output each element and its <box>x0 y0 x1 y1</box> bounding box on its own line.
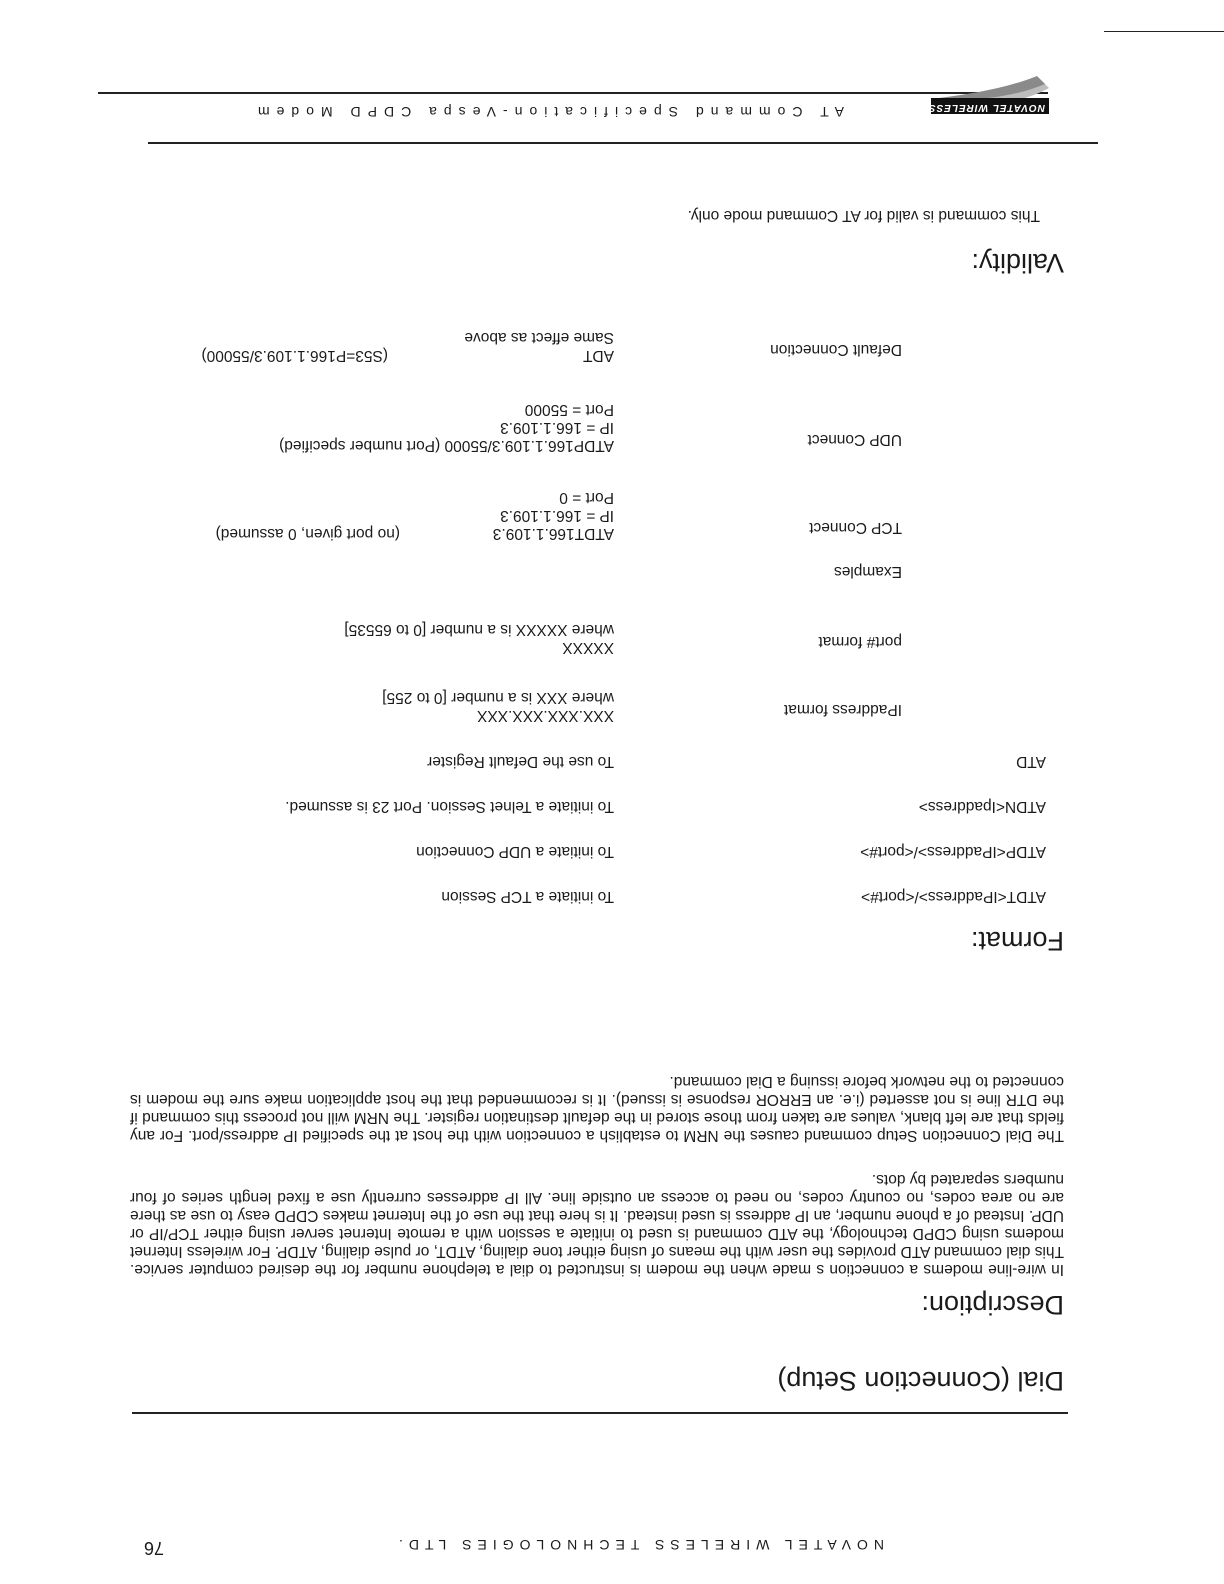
ipaddress-format-range: where XXX is a number [0 to 255] <box>382 689 614 706</box>
scan-edge-mark <box>1104 31 1224 32</box>
tcp-connect-port: Port = 0 <box>559 489 614 506</box>
command-atdt-desc: To initiate a TCP Session <box>441 888 614 905</box>
default-connection-label: Default Connection <box>770 341 902 358</box>
tcp-connect-ip: IP = 166.1.109.3 <box>500 507 614 524</box>
command-atd: ATD <box>1016 753 1046 770</box>
default-connection-effect: Same effect as above <box>464 329 614 346</box>
company-name: NOVATEL WIRELESS TECHNOLOGIES LTD. <box>392 1537 884 1553</box>
udp-connect-label: UDP Connect <box>807 431 902 448</box>
novatel-logo <box>929 60 1051 118</box>
header-rule <box>132 1412 1068 1414</box>
footer-document-title: AT Command Specification-Vespa CDPD Modem <box>250 104 844 120</box>
tcp-connect-note: (no port given, 0 assumed) <box>215 525 400 542</box>
description-heading: Description: <box>921 1290 1064 1320</box>
examples-label: Examples <box>833 563 902 580</box>
default-connection-register: (S53=P166.1.109.3/55000) <box>201 347 388 364</box>
command-atdn: ATDN<Ipaddress> <box>918 798 1046 815</box>
command-atdp: ATDP<IPaddress>/<port#> <box>860 843 1046 860</box>
tcp-connect-command: ATDT166.1.109.3 <box>492 525 614 542</box>
logo-text: NOVATEL WIRELESS <box>927 102 1045 113</box>
port-format-pattern: XXXXX <box>562 639 614 656</box>
validity-heading: Validity: <box>971 248 1064 278</box>
command-atd-desc: To use the Default Register <box>427 753 614 770</box>
footer-rule-lower <box>148 142 1098 144</box>
command-atdp-desc: To initiate a UDP Connection <box>416 843 614 860</box>
format-heading: Format: <box>970 926 1064 956</box>
udp-connect-command: ATDP166.1.109.3/55000 (Port number specified) <box>279 437 614 454</box>
udp-connect-ip: IP = 166.1.109.3 <box>500 419 614 436</box>
tcp-connect-label: TCP Connect <box>809 519 902 536</box>
command-atdt: ATDT<IPaddress>/<port#> <box>861 888 1046 905</box>
validity-text: This command is valid for AT Command mode only. <box>687 207 1040 224</box>
description-paragraph-1: In wire-line modems a connection s made when the modem is instructed to dial a telephone number for the desired computer service. This dial command ATD provides the user with the means of using either tone dialing, ATDT, or pulse dialing, ATDP. For wireless Internet modems using CDPD technology, the ATD command is used to initiate a session with a remote Internet server using either TCP/IP or UDP. Instead of a phone number, an IP address is used instead. It is here that the use of the Internet makes CDPD easy to use as there are no area codes, no country codes, no need to access an outside line. All IP addresses currently use a fixed length series of four numbers separated by dots. <box>130 1171 1064 1278</box>
ipaddress-format-pattern: XXX.XXX.XXX.XXX <box>477 707 614 724</box>
ipaddress-format-label: IPaddress format <box>783 701 902 718</box>
page-number: 76 <box>143 1538 164 1558</box>
description-paragraph-2: The Dial Connection Setup command causes the NRM to establish a connection with the host at the specified IP address/port. For any fields that are left blank, values are taken from those stored in the default destination register. The NRM will not process this command if the DTR line is not asserted (i.e. an ERROR response is issued). It is recommended that the host application make sure the modem is connected to the network before issuing a Dial command. <box>130 1073 1064 1144</box>
udp-connect-port: Port = 55000 <box>524 401 614 418</box>
page-title: Dial (Connection Setup) <box>777 1366 1064 1396</box>
port-format-label: port# format <box>818 633 902 650</box>
port-format-range: where XXXXX is a number [0 to 65535] <box>344 621 614 638</box>
footer-rule-upper <box>98 92 1048 94</box>
default-connection-command: ADT <box>583 347 614 364</box>
command-atdn-desc: To initiate a Telnet Session. Port 23 is assumed. <box>285 798 614 815</box>
